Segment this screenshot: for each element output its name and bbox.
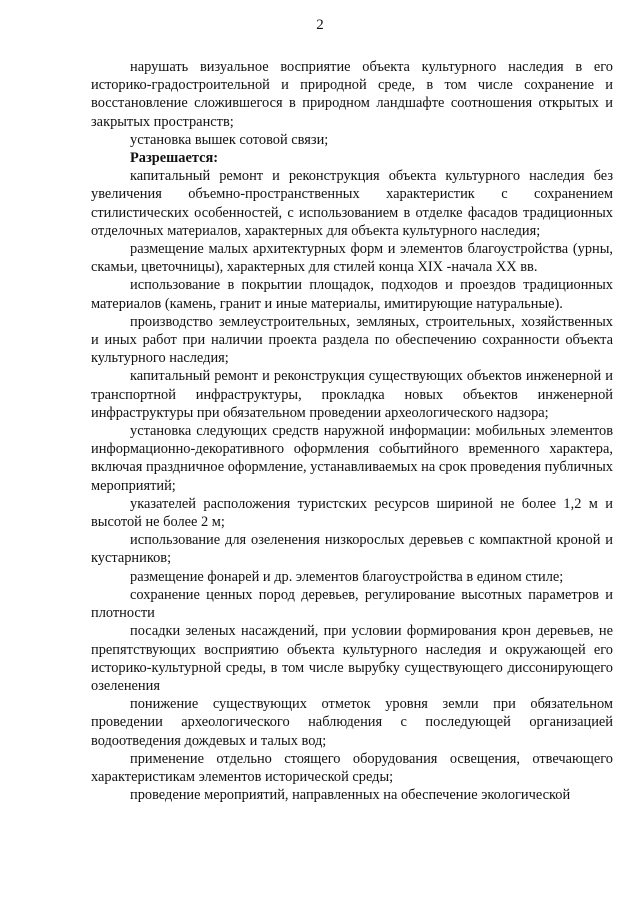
paragraph-visual-perception-ban: нарушать визуальное восприятие объекта культурного наследия в его историко-градостроительной и природной среде, в том числе сохранение и восстановление сложившегося в природном ландшафте соотношения открытых и закрытых пространств; bbox=[91, 59, 613, 130]
paragraph-green-planting: посадки зеленых насаждений, при условии формирования крон деревьев, не препятствующих восприятию объекта культурного наследия и окружающей его историко-культурной среды, в том числе вырубку существующего диссонирующего озеленения bbox=[91, 623, 613, 694]
paragraph-lamps: размещение фонарей и др. элементов благоустройства в едином стиле; bbox=[130, 568, 564, 585]
paragraph-low-trees: использование для озеленения низкорослых деревьев с компактной кроной и кустарников; bbox=[91, 532, 613, 567]
paragraph-capital-repair: капитальный ремонт и реконструкция объекта культурного наследия без увеличения объемно-пространственных характеристик с сохранением стилистических особенностей, с использованием в отделке фасадов традиционных отделочных материалов, характерных для объекта культурного наследия; bbox=[91, 168, 613, 239]
section-heading-allowed: Разрешается: bbox=[130, 150, 219, 167]
page-number: 2 bbox=[316, 17, 324, 33]
paragraph-valuable-trees: сохранение ценных пород деревьев, регулирование высотных параметров и плотности bbox=[91, 586, 613, 622]
paragraph-infrastructure: капитальный ремонт и реконструкция существующих объектов инженерной и транспортной инфраструктуры, прокладка новых объектов инженерной инфраструктуры при обязательном проведении археологического надзора; bbox=[91, 368, 613, 421]
paragraph-cell-towers-ban: установка вышек сотовой связи; bbox=[130, 131, 329, 148]
document-body bbox=[91, 58, 613, 804]
paragraph-paving-materials: использование в покрытии площадок, подходов и проездов традиционных материалов (камень, гранит и иные материалы, имитирующие натуральные). bbox=[91, 277, 613, 312]
paragraph-ecology: проведение мероприятий, направленных на обеспечение экологической bbox=[130, 787, 571, 804]
paragraph-tourist-signs: указателей расположения туристских ресурсов шириной не более 1,2 м и высотой не более 2 м; bbox=[91, 495, 613, 531]
paragraph-ground-level: понижение существующих отметок уровня земли при обязательном проведении археологического наблюдения с последующей организацией водоотведения дождевых и талых вод; bbox=[91, 696, 613, 749]
paragraph-outdoor-information: установка следующих средств наружной информации: мобильных элементов информационно-декоративного оформления событийного временного характера, включая праздничное оформление, устанавливаемых на срок проведения публичных мероприятий; bbox=[91, 423, 613, 494]
paragraph-lighting: применение отдельно стоящего оборудования освещения, отвечающего характеристикам элементов исторической среды; bbox=[91, 750, 613, 785]
paragraph-small-architectural-forms: размещение малых архитектурных форм и элементов благоустройства (урны, скамьи, цветочницы), характерных для стилей конца XIX -начала XX вв. bbox=[91, 241, 613, 276]
paragraph-earthworks: производство землеустроительных, земляных, строительных, хозяйственных и иных работ при наличии проекта раздела по обеспечению сохранности объекта культурного наследия; bbox=[91, 313, 613, 367]
